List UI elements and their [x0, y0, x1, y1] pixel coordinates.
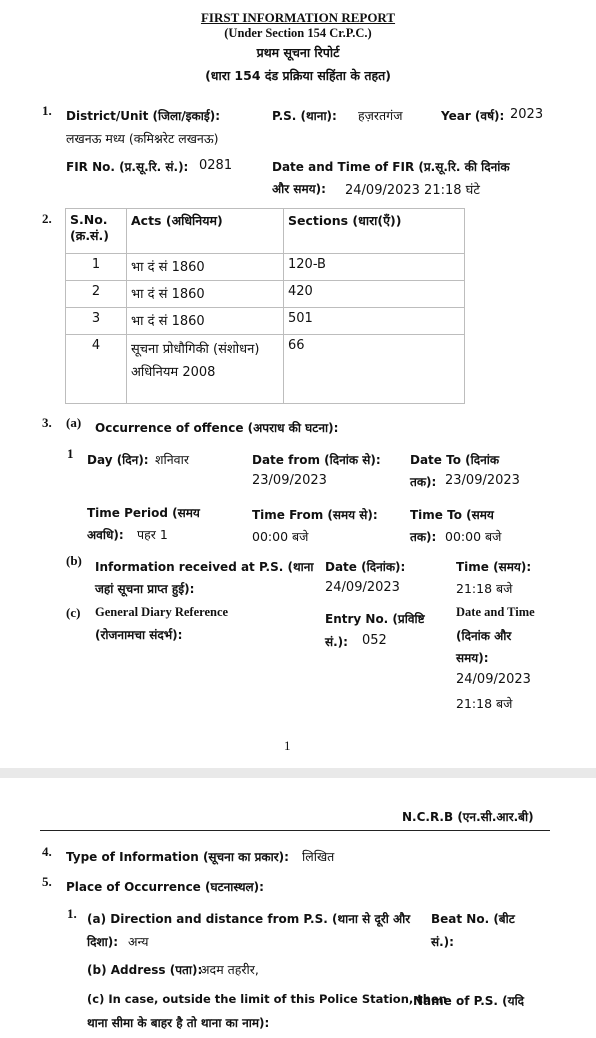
section-3-number: 3. [42, 415, 52, 430]
info-received-label-line2: जहां सूचना प्राप्त हुई): [95, 582, 195, 596]
fir-datetime-label-line1: Date and Time of FIR (प्र.सू.रि. की दिनांक [272, 160, 510, 174]
section-3b-marker: (b) [66, 553, 82, 568]
cell-act: सूचना प्रोधौगिकी (संशोधन) अधिनियम 2008 [127, 335, 284, 404]
table-row [66, 308, 465, 335]
cell-section: 420 [284, 281, 465, 308]
report-subtitle-hindi: (धारा 154 दंड प्रक्रिया सहिंता के तहत) [205, 68, 391, 83]
district-value: लखनऊ मध्य (कमिश्नरेट लखनऊ) [66, 131, 219, 146]
info-time-value: 21:18 बजे [456, 581, 513, 596]
cell-section: 66 [284, 335, 465, 404]
time-to-label-line1: Time To (समय [410, 508, 494, 522]
occurrence-label: Occurrence of offence (अपराध की घटना): [95, 421, 339, 435]
date-to-value: 23/09/2023 [445, 473, 520, 488]
gd-reference-label-line1: General Diary Reference [95, 605, 229, 619]
col-header-sections: Sections (धारा(एँ)) [284, 209, 465, 254]
time-period-value: पहर 1 [137, 527, 168, 542]
gd-date-value: 24/09/2023 [456, 672, 531, 687]
beat-no-label-line2: सं.): [431, 935, 454, 949]
address-value: अदम तहरीर, [200, 962, 259, 977]
report-title-hindi: प्रथम सूचना रिपोर्ट [256, 45, 340, 60]
entry-no-value: 052 [362, 633, 387, 648]
cell-sno: 2 [66, 281, 127, 308]
time-from-label: Time From (समय से): [252, 508, 378, 522]
date-from-label: Date from (दिनांक से): [252, 453, 381, 467]
acts-table-header [66, 209, 465, 254]
district-label: District/Unit (जिला/इकाई): [66, 109, 221, 123]
section-4-number: 4. [42, 844, 52, 859]
table-row [66, 335, 465, 404]
address-label: (b) Address (पता): [87, 963, 203, 977]
date-to-label-line1: Date To (दिनांक [410, 453, 500, 467]
report-subtitle: (Under Section 154 Cr.P.C.) [224, 26, 372, 40]
time-to-label-line2: तक): [410, 530, 437, 544]
info-date-label: Date (दिनांक): [325, 560, 406, 574]
gd-datetime-label-line2: (दिनांक और [456, 629, 512, 643]
fir-no-value: 0281 [199, 158, 233, 173]
table-row [66, 254, 465, 281]
occurrence-row-number: 1 [67, 446, 74, 461]
section-3a-marker: (a) [66, 415, 82, 430]
time-period-label-line2: अवधि): [87, 528, 124, 542]
date-from-value: 23/09/2023 [252, 473, 327, 488]
cell-act: भा दं सं 1860 [127, 281, 284, 308]
entry-no-label-line1: Entry No. (प्रविष्टि [325, 612, 425, 626]
fir-datetime-label-line2: और समय): [272, 182, 326, 196]
col-header-acts: Acts (अधिनियम) [127, 209, 284, 254]
header-divider [40, 830, 550, 831]
date-to-label-line2: तक): [410, 475, 437, 489]
direction-distance-label-line2: दिशा): [87, 935, 119, 949]
report-title: FIRST INFORMATION REPORT [200, 10, 396, 25]
ps-name-label: Name of P.S. (यदि [413, 994, 525, 1008]
info-type-label: Type of Information (सूचना का प्रकार): [66, 850, 289, 864]
section-2-number: 2. [42, 211, 52, 226]
fir-datetime-value: 24/09/2023 21:18 घंटे [345, 183, 480, 198]
place-of-occurrence-label: Place of Occurrence (घटनास्थल): [66, 880, 264, 894]
entry-no-label-line2: सं.): [325, 635, 348, 649]
outside-limit-label-line1: (c) In case, outside the limit of this Police Station, then [87, 992, 447, 1006]
page-number: 1 [284, 738, 291, 753]
day-label: Day (दिन): [87, 453, 149, 467]
info-received-label-line1: Information received at P.S. (थाना [95, 560, 314, 574]
acts-table [65, 208, 465, 404]
outside-limit-label-line2: थाना सीमा के बाहर है तो थाना का नाम): [87, 1016, 270, 1030]
table-row [66, 281, 465, 308]
cell-act: भा दं सं 1860 [127, 254, 284, 281]
section-1-number: 1. [42, 103, 52, 118]
col-header-sno: S.No. (क्र.सं.) [66, 209, 127, 254]
direction-distance-value: अन्य [128, 934, 149, 949]
direction-distance-label-line1: (a) Direction and distance from P.S. (थाना से दूरी और [87, 912, 411, 926]
gd-time-value: 21:18 बजे [456, 696, 513, 711]
info-type-value: लिखित [302, 849, 335, 864]
ps-label: P.S. (थाना): [272, 109, 337, 123]
cell-sno: 1 [66, 254, 127, 281]
place-item-number: 1. [67, 906, 77, 921]
ps-value: हज़रतगंज [358, 108, 403, 123]
gd-datetime-label-line1: Date and Time [456, 605, 535, 619]
cell-sno: 4 [66, 335, 127, 404]
gd-datetime-label-line3: समय): [456, 651, 489, 665]
cell-section: 501 [284, 308, 465, 335]
cell-sno: 3 [66, 308, 127, 335]
info-time-label: Time (समय): [456, 560, 532, 574]
section-3c-marker: (c) [66, 605, 81, 620]
year-label: Year (वर्ष): [441, 109, 505, 123]
time-period-label-line1: Time Period (समय [87, 506, 200, 520]
fir-page-2 [0, 778, 596, 1038]
time-from-value: 00:00 बजे [252, 529, 309, 544]
year-value: 2023 [510, 107, 544, 122]
ncrb-label: N.C.R.B (एन.सी.आर.बी) [402, 810, 534, 824]
fir-no-label: FIR No. (प्र.सू.रि. सं.): [66, 160, 189, 174]
gd-reference-label-line2: (रोजनामचा संदर्भ): [95, 628, 183, 642]
section-5-number: 5. [42, 874, 52, 889]
cell-act: भा दं सं 1860 [127, 308, 284, 335]
cell-section: 120-B [284, 254, 465, 281]
day-value: शनिवार [155, 452, 189, 467]
time-to-value: 00:00 बजे [445, 529, 502, 544]
beat-no-label-line1: Beat No. (बीट [431, 912, 515, 926]
info-date-value: 24/09/2023 [325, 580, 400, 595]
